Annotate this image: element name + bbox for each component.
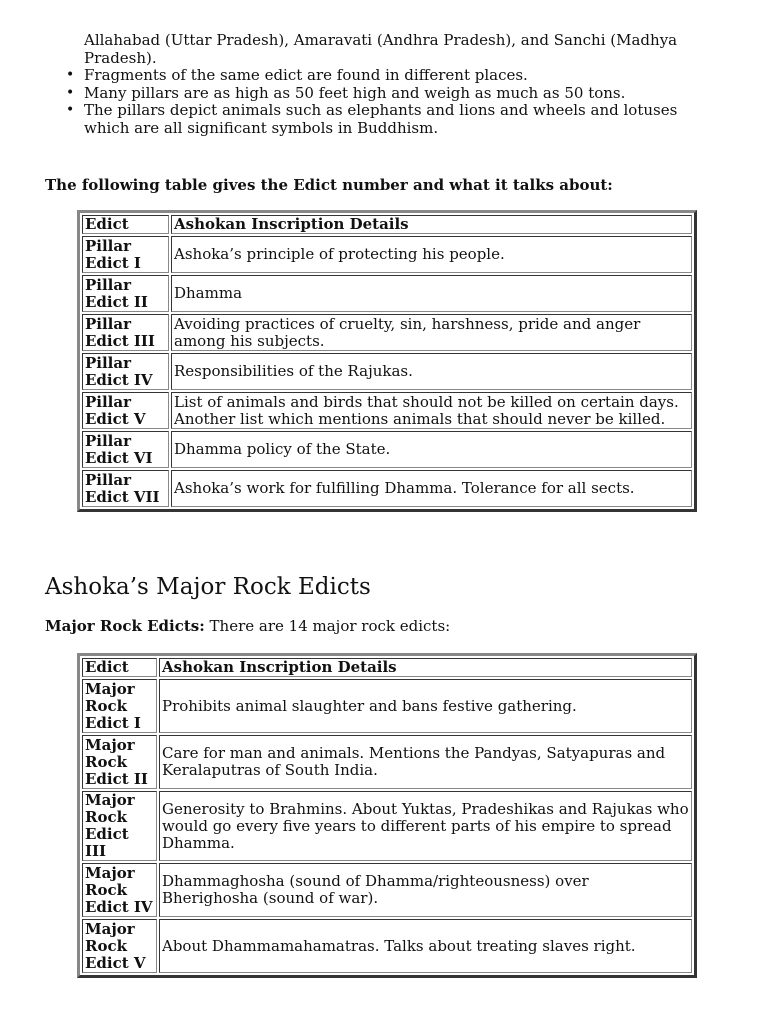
details-cell: Dhamma policy of the State.: [171, 431, 692, 468]
details-cell: Dhammaghosha (sound of Dhamma/righteousness) over Bherighosha (sound of war).: [159, 863, 692, 917]
table-row: [82, 392, 692, 429]
table-row: [82, 431, 692, 468]
edict-cell: Pillar Edict VI: [82, 431, 169, 468]
pillar-edicts-table: [77, 210, 697, 512]
rock-edicts-intro: [45, 616, 725, 636]
rock-edicts-intro-text: There are 14 major rock edicts:: [204, 617, 451, 635]
table-row: [82, 470, 692, 507]
list-item: • Many pillars are as high as 50 feet high and weigh as much as 50 tons.: [84, 85, 725, 103]
edict-cell: Pillar Edict III: [82, 314, 169, 351]
table-row: [82, 863, 692, 917]
edict-cell: Pillar Edict V: [82, 392, 169, 429]
table-row: [82, 791, 692, 861]
list-item: • Fragments of the same edict are found in different places.: [84, 67, 725, 85]
section-title: Ashoka’s Major Rock Edicts: [45, 574, 371, 600]
table-row: [82, 735, 692, 789]
table-row: [82, 314, 692, 351]
table-row: [82, 919, 692, 973]
edict-cell: Major Rock Edict III: [82, 791, 157, 861]
major-rock-edicts-table: [77, 653, 697, 978]
table-row: [82, 236, 692, 273]
edict-cell: Major Rock Edict II: [82, 735, 157, 789]
list-item: Allahabad (Uttar Pradesh), Amaravati (Andhra Pradesh), and Sanchi (Madhya Pradesh).: [84, 31, 678, 67]
edict-cell: Major Rock Edict I: [82, 679, 157, 733]
rock-edicts-intro-label: Major Rock Edicts:: [45, 617, 205, 635]
column-header-details: Ashokan Inscription Details: [159, 658, 692, 677]
edict-cell: Pillar Edict II: [82, 275, 169, 312]
details-cell: List of animals and birds that should not be killed on certain days. Another list which mentions animals that should never be killed.: [171, 392, 692, 429]
details-cell: About Dhammamahamatras. Talks about treating slaves right.: [159, 919, 692, 973]
table-header-row: [82, 215, 692, 234]
edict-cell: Major Rock Edict IV: [82, 863, 157, 917]
column-header-edict: Edict: [82, 658, 157, 677]
table-row: [82, 353, 692, 390]
column-header-details: Ashokan Inscription Details: [171, 215, 692, 234]
details-cell: Generosity to Brahmins. About Yuktas, Pradeshikas and Rajukas who would go every five years to different parts of his empire to spread Dhamma.: [159, 791, 692, 861]
table-header-row: [82, 658, 692, 677]
table-row: [82, 679, 692, 733]
details-cell: Dhamma: [171, 275, 692, 312]
table-row: [82, 275, 692, 312]
edict-cell: Pillar Edict I: [82, 236, 169, 273]
details-cell: Ashoka’s work for fulfilling Dhamma. Tolerance for all sects.: [171, 470, 692, 507]
article-content: [45, 32, 725, 978]
pillar-table-intro: The following table gives the Edict number and what it talks about:: [45, 176, 613, 194]
details-cell: Care for man and animals. Mentions the Pandyas, Satyapuras and Keralaputras of South India.: [159, 735, 692, 789]
details-cell: Avoiding practices of cruelty, sin, harshness, pride and anger among his subjects.: [171, 314, 692, 351]
list-item: • The pillars depict animals such as elephants and lions and wheels and lotuses which are all significant symbols in Buddhism.: [84, 102, 725, 137]
details-cell: Responsibilities of the Rajukas.: [171, 353, 692, 390]
edict-cell: Pillar Edict VII: [82, 470, 169, 507]
column-header-edict: Edict: [82, 215, 169, 234]
edict-cell: Major Rock Edict V: [82, 919, 157, 973]
details-cell: Ashoka’s principle of protecting his people.: [171, 236, 692, 273]
edict-cell: Pillar Edict IV: [82, 353, 169, 390]
details-cell: Prohibits animal slaughter and bans festive gathering.: [159, 679, 692, 733]
pillar-facts-list: [45, 32, 725, 137]
